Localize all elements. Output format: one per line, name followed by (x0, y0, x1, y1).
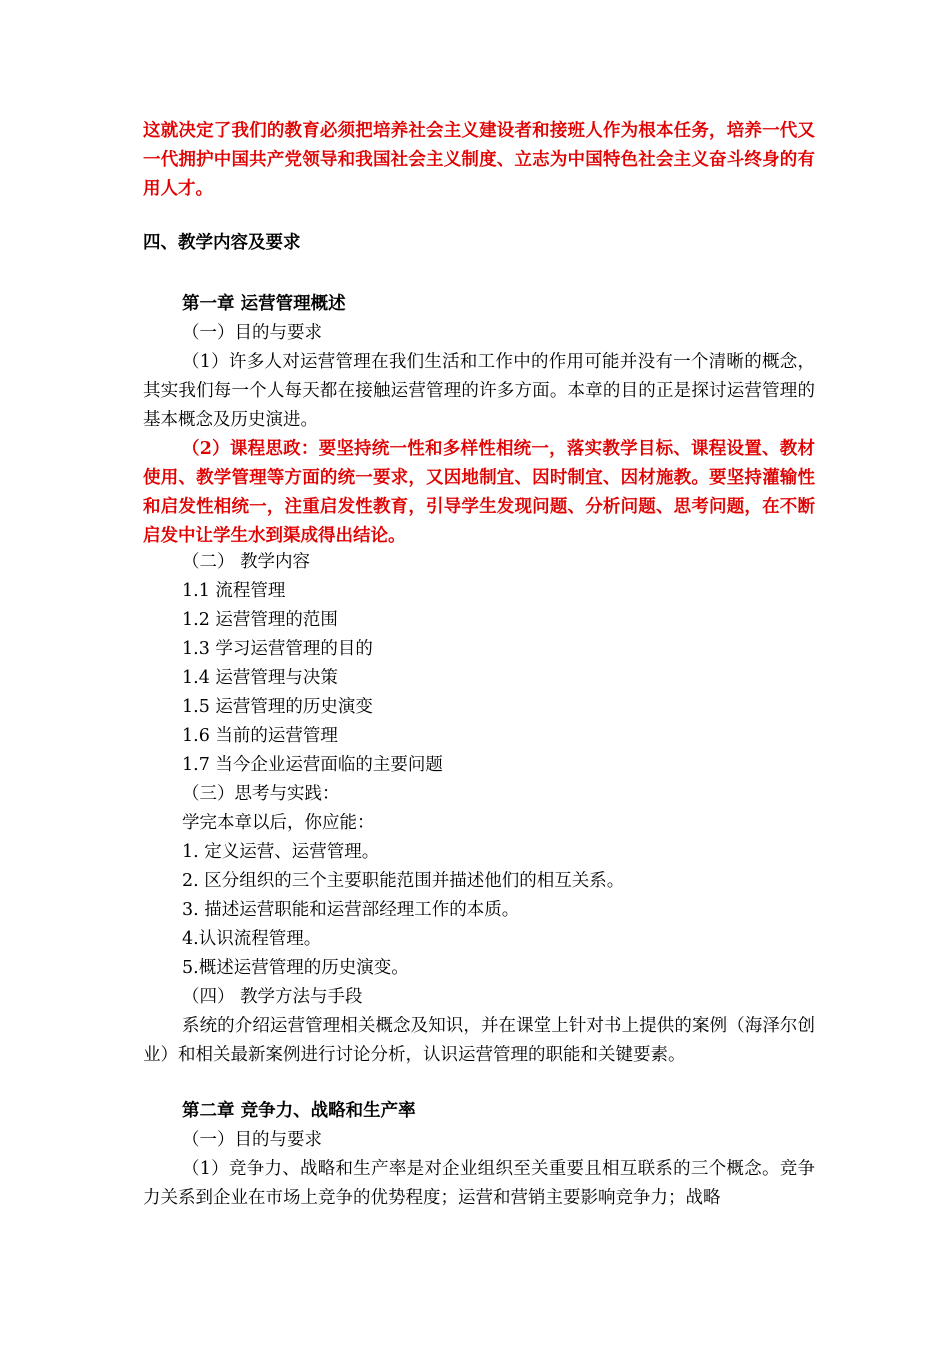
chapter1-sub3: （三）思考与实践： (182, 784, 340, 804)
chapter1-sub1: （一）目的与要求 (182, 323, 322, 343)
after-study-text: 学完本章以后，你应能： (182, 813, 375, 833)
chapter1-sub2: （二） 教学内容 (182, 552, 311, 572)
list-item: 1.1 流程管理 (182, 581, 286, 601)
list-item: 4.认识流程管理。 (182, 929, 322, 949)
list-item: 1.6 当前的运营管理 (182, 726, 338, 746)
chapter1-title: 第一章 运营管理概述 (182, 294, 346, 314)
list-item: 3. 描述运营职能和运营部经理工作的本质。 (182, 900, 520, 920)
section-heading: 四、教学内容及要求 (143, 233, 301, 253)
chapter1-ideology-paragraph: （2）课程思政：要坚持统一性和多样性相统一，落实教学目标、课程设置、教材使用、教学管理等方面的统一要求，又因地制宜、因时制宜、因材施教。要坚持灌输性和启发性相统一，注重启发性教育，引导学生发现问题、分析问题、思考问题，在不断启发中让学生水到渠成得出结论。 (143, 439, 815, 546)
list-item: 1. 定义运营、运营管理。 (182, 842, 380, 862)
list-item: 1.7 当今企业运营面临的主要问题 (182, 755, 443, 775)
list-item: 1.3 学习运营管理的目的 (182, 639, 373, 659)
chapter1-sub4: （四） 教学方法与手段 (182, 987, 363, 1007)
chapter1-goals-list (182, 838, 815, 983)
chapter1-contents-list (182, 577, 815, 780)
chapter2-title: 第二章 竞争力、战略和生产率 (182, 1101, 416, 1121)
chapter1-method: 系统的介绍运营管理相关概念及知识，并在课堂上针对书上提供的案例（海泽尔创业）和相关最新案例进行讨论分析，认识运营管理的职能和关键要素。 (143, 1016, 815, 1065)
intro-red-paragraph: 这就决定了我们的教育必须把培养社会主义建设者和接班人作为根本任务，培养一代又一代拥护中国共产党领导和我国社会主义制度、立志为中国特色社会主义奋斗终身的有用人才。 (143, 121, 815, 199)
list-item: 1.2 运营管理的范围 (182, 610, 338, 630)
list-item: 2. 区分组织的三个主要职能范围并描述他们的相互关系。 (182, 871, 625, 891)
list-item: 1.4 运营管理与决策 (182, 668, 338, 688)
chapter2-sub1: （一）目的与要求 (182, 1130, 322, 1150)
chapter2-para1: （1）竞争力、战略和生产率是对企业组织至关重要且相互联系的三个概念。竞争力关系到企业在市场上竞争的优势程度；运营和营销主要影响竞争力；战略 (143, 1159, 815, 1208)
chapter1-para1: （1）许多人对运营管理在我们生活和工作中的作用可能并没有一个清晰的概念，其实我们每一个人每天都在接触运营管理的许多方面。本章的目的正是探讨运营管理的基本概念及历史演进。 (143, 352, 815, 430)
list-item: 1.5 运营管理的历史演变 (182, 697, 373, 717)
list-item: 5.概述运营管理的历史演变。 (182, 958, 409, 978)
